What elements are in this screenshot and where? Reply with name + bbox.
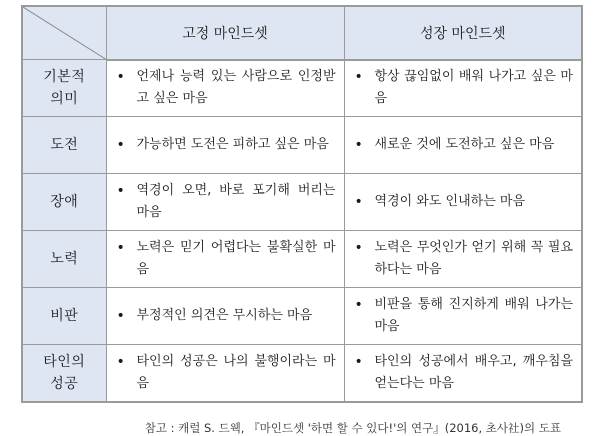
growth-mindset-text: 새로운 것에 도전하고 싶은 마음: [374, 137, 555, 152]
category-label: 기본적: [43, 69, 86, 85]
table-row: [22, 288, 582, 345]
category-label: 타인의: [43, 353, 86, 370]
growth-mindset-cell: [344, 231, 582, 288]
category-cell: [22, 288, 106, 345]
bullet-icon: •: [354, 353, 363, 370]
growth-mindset-text: 항상 끊임없이 배워 나가고 싶은 마음: [374, 69, 573, 107]
bullet-item: [345, 130, 582, 160]
category-label: 장애: [50, 194, 79, 210]
category-cell: [22, 345, 106, 402]
bullet-item: [107, 347, 344, 399]
fixed-mindset-cell: [106, 117, 344, 174]
header-row: [22, 6, 582, 60]
category-label: 의미: [50, 91, 79, 107]
category-cell: [22, 231, 106, 288]
fixed-mindset-text: 역경이 오면, 바로 포기해 버리는 마음: [136, 183, 336, 220]
fixed-mindset-cell: [106, 345, 344, 402]
comparison-figure: [21, 5, 581, 435]
bullet-icon: •: [354, 137, 363, 153]
category-label: 비판: [50, 308, 79, 324]
bullet-icon: •: [354, 240, 363, 256]
bullet-icon: •: [116, 240, 125, 256]
bullet-icon: •: [116, 353, 125, 370]
bullet-icon: •: [116, 183, 125, 199]
growth-mindset-cell: [344, 345, 582, 402]
category-label: 도전: [50, 137, 79, 153]
growth-mindset-text: 비판을 통해 진지하게 배워 나가는 마음: [374, 297, 573, 334]
growth-mindset-cell: [344, 60, 582, 117]
fixed-mindset-text: 부정적인 의견은 무시하는 마음: [136, 308, 313, 323]
bullet-item: [107, 301, 344, 331]
bullet-item: [107, 176, 344, 228]
fixed-mindset-text: 언제나 능력 있는 사람으로 인정받고 싶은 마음: [136, 69, 336, 107]
growth-mindset-cell: [344, 174, 582, 231]
source-citation: 참고 : 캐럴 S. 드웩, 『마인드셋 '하면 할 수 있다!'의 연구』(2016, 초사社)의 도표: [144, 421, 561, 435]
category-cell: [22, 174, 106, 231]
header-fixed-mindset: 고정 마인드셋: [106, 6, 344, 60]
bullet-item: [345, 347, 582, 399]
bullet-item: [345, 62, 582, 114]
table-row: [22, 174, 582, 231]
growth-mindset-text: 타인의 성공에서 배우고, 깨우침을 얻는다는 마음: [374, 353, 573, 391]
bullet-item: [107, 62, 344, 114]
fixed-mindset-cell: [106, 60, 344, 117]
fixed-mindset-text: 노력은 믿기 어렵다는 불확실한 마음: [136, 240, 336, 277]
fixed-mindset-cell: [106, 231, 344, 288]
category-label: 성공: [50, 375, 79, 392]
bullet-icon: •: [116, 137, 125, 153]
bullet-icon: •: [354, 194, 363, 210]
category-label: 노력: [50, 251, 79, 267]
growth-mindset-text: 노력은 무엇인가 얻기 위해 꼭 필요하다는 마음: [374, 240, 573, 277]
header-growth-mindset: 성장 마인드셋: [344, 6, 582, 60]
bullet-icon: •: [354, 297, 363, 313]
fixed-mindset-text: 가능하면 도전은 피하고 싶은 마음: [136, 137, 329, 152]
growth-mindset-text: 역경이 와도 인내하는 마음: [374, 194, 526, 209]
corner-cell: [22, 6, 106, 60]
category-cell: [22, 60, 106, 117]
diagonal-divider-icon: [23, 7, 106, 59]
table-row: [22, 345, 582, 402]
bullet-item: [345, 233, 582, 285]
bullet-item: [107, 130, 344, 160]
table-row: [22, 117, 582, 174]
mindset-comparison-table: [21, 5, 583, 403]
table-row: [22, 60, 582, 117]
fixed-mindset-text: 타인의 성공은 나의 불행이라는 마음: [136, 353, 336, 391]
growth-mindset-cell: [344, 288, 582, 345]
bullet-item: [107, 233, 344, 285]
fixed-mindset-cell: [106, 288, 344, 345]
bullet-item: [345, 187, 582, 217]
category-cell: [22, 117, 106, 174]
bullet-icon: •: [354, 69, 363, 86]
bullet-item: [345, 290, 582, 342]
fixed-mindset-cell: [106, 174, 344, 231]
bullet-icon: •: [116, 69, 125, 86]
table-row: [22, 231, 582, 288]
bullet-icon: •: [116, 308, 125, 324]
growth-mindset-cell: [344, 117, 582, 174]
